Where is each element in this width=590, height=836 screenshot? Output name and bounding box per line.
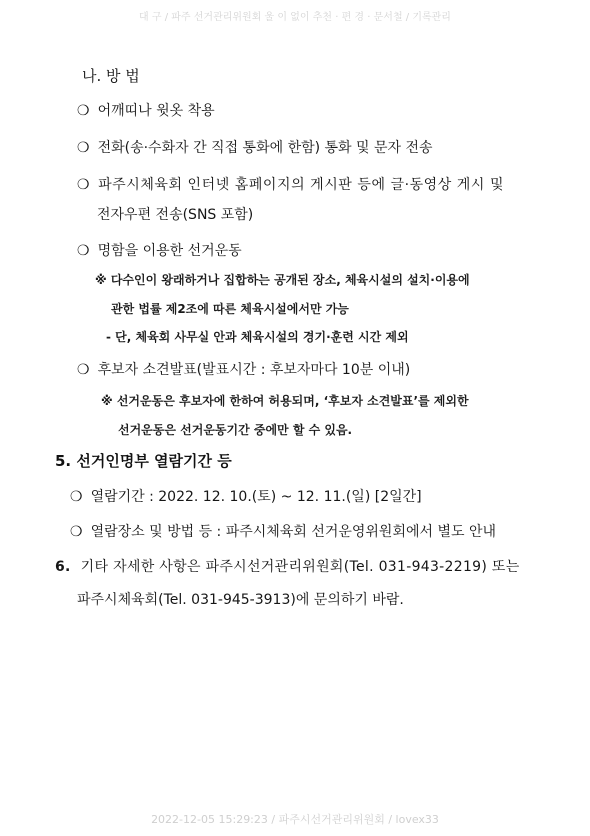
page-footer-watermark: 2022-12-05 15:29:23 / 파주시선거관리위원회 / lovex33 — [151, 813, 439, 826]
circle-bullet-icon: ❍ — [77, 243, 90, 259]
circle-bullet-icon: ❍ — [77, 140, 90, 156]
section-6-text: 기타 자세한 사항은 파주시선거관리위원회(Tel. 031-943-2219) 또는 — [80, 559, 520, 575]
method-text: 어깨띠나 윗옷 착용 — [97, 103, 215, 119]
note-text: ※ 선거운동은 후보자에 한하여 허용되며, ‘후보자 소견발표’를 제외한 — [101, 394, 469, 408]
note-text: 선거운동은 선거운동기간 중에만 할 수 있음. — [118, 423, 353, 437]
section-5-item-text: 열람기간 : 2022. 12. 10.(토) ~ 12. 11.(일) [2일간] — [90, 489, 422, 505]
circle-bullet-icon: ❍ — [70, 524, 83, 540]
note-text: ※ 다수인이 왕래하거나 집합하는 공개된 장소, 체육시설의 설치·이용에 — [95, 273, 470, 287]
section-6-line — [55, 556, 520, 576]
page-header-watermark: 대 구 / 파주 선거관리위원회 울 이 없이 추천 · 편 경 · 문서철 / 기록관리 — [139, 12, 451, 23]
circle-bullet-icon: ❍ — [77, 177, 91, 193]
circle-bullet-icon: ❍ — [77, 103, 90, 119]
method-item — [77, 359, 410, 379]
method-item — [77, 100, 215, 120]
method-text: 파주시체육회 인터넷 홈페이지의 게시판 등에 글·동영상 게시 및 — [98, 177, 505, 193]
circle-bullet-icon: ❍ — [77, 362, 90, 378]
method-text-continued: 전자우편 전송(SNS 포함) — [97, 207, 254, 223]
section-5-item — [70, 521, 496, 541]
method-item — [77, 174, 504, 194]
method-item — [77, 240, 242, 260]
method-text: 후보자 소견발표(발표시간 : 후보자마다 10분 이내) — [97, 362, 411, 378]
note-text: 관한 법률 제2조에 따른 체육시설에서만 가능 — [111, 302, 349, 316]
section-5-item — [70, 486, 422, 506]
section-6-number: 6. — [55, 559, 71, 575]
note-text: - 단, 체육회 사무실 안과 체육시설의 경기·훈련 시간 제외 — [106, 330, 409, 344]
section-5-title: 5. 선거인명부 열람기간 등 — [55, 452, 232, 470]
method-text: 명함을 이용한 선거운동 — [97, 243, 242, 259]
circle-bullet-icon: ❍ — [70, 489, 83, 505]
section-6-text-continued: 파주시체육회(Tel. 031-945-3913)에 문의하기 바람. — [77, 592, 404, 608]
section-na-title: 나. 방 법 — [82, 67, 140, 85]
section-5-item-text: 열람장소 및 방법 등 : 파주시체육회 선거운영위원회에서 별도 안내 — [90, 524, 497, 540]
method-item — [77, 137, 433, 157]
method-text: 전화(송·수화자 간 직접 통화에 한함) 통화 및 문자 전송 — [97, 140, 433, 156]
